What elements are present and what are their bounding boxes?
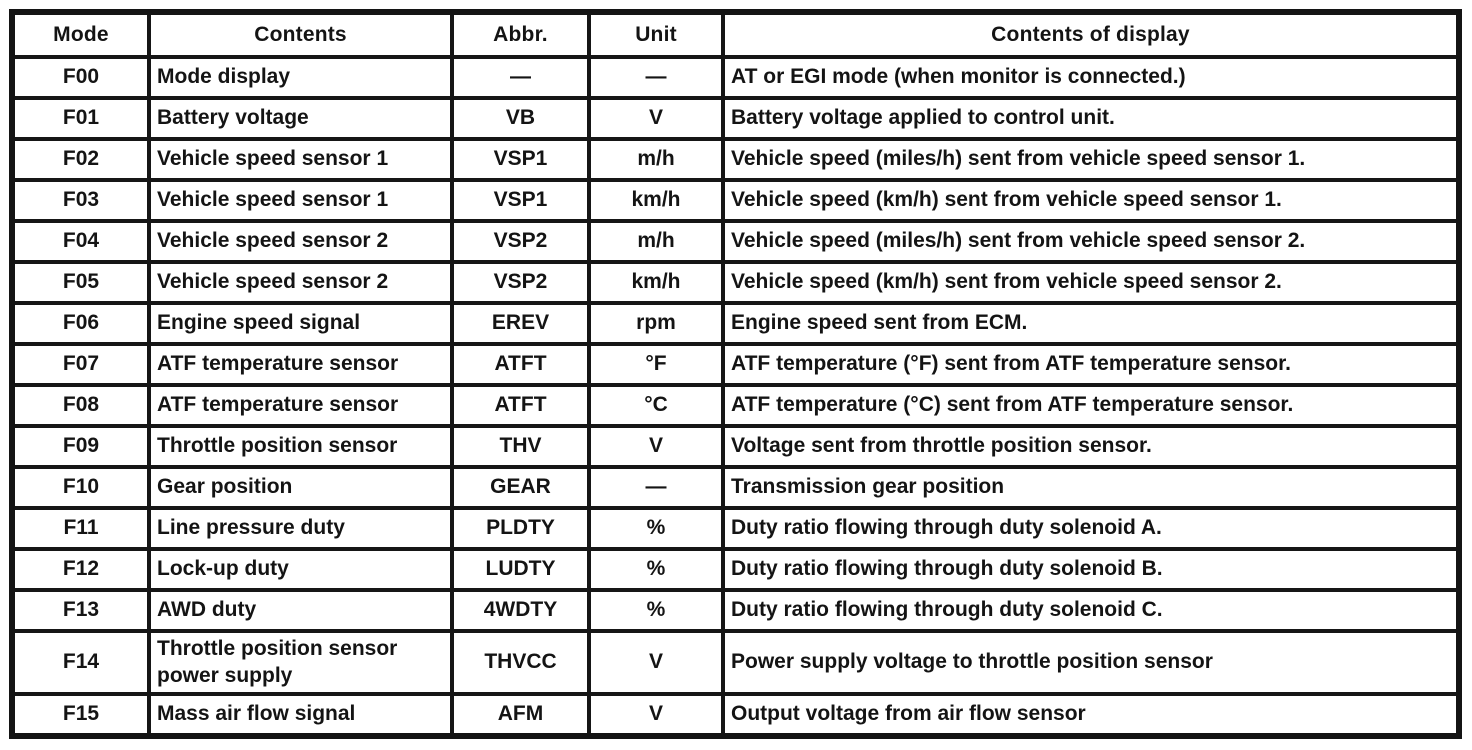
cell-contents: Mode display	[149, 57, 452, 98]
cell-contents-of-display: Vehicle speed (km/h) sent from vehicle speed sensor 2.	[723, 262, 1459, 303]
cell-unit: V	[589, 631, 723, 694]
cell-abbr: AFM	[452, 694, 589, 736]
column-header-contents-of-display: Contents of display	[723, 12, 1459, 57]
table-row	[12, 98, 1459, 139]
cell-contents: Gear position	[149, 467, 452, 508]
cell-abbr: THV	[452, 426, 589, 467]
cell-contents: Engine speed signal	[149, 303, 452, 344]
cell-abbr: VSP2	[452, 262, 589, 303]
cell-contents-of-display: Power supply voltage to throttle position sensor	[723, 631, 1459, 694]
cell-mode: F14	[12, 631, 149, 694]
cell-abbr: —	[452, 57, 589, 98]
cell-contents-of-display: Vehicle speed (km/h) sent from vehicle speed sensor 1.	[723, 180, 1459, 221]
cell-contents: AWD duty	[149, 590, 452, 631]
cell-abbr: VSP1	[452, 180, 589, 221]
table-row	[12, 590, 1459, 631]
cell-contents-of-display: Transmission gear position	[723, 467, 1459, 508]
cell-unit: %	[589, 590, 723, 631]
cell-mode: F04	[12, 221, 149, 262]
table-row	[12, 385, 1459, 426]
cell-mode: F12	[12, 549, 149, 590]
cell-abbr: EREV	[452, 303, 589, 344]
cell-unit: V	[589, 426, 723, 467]
cell-contents: ATF temperature sensor	[149, 344, 452, 385]
table-row	[12, 180, 1459, 221]
table-body	[12, 57, 1459, 736]
column-header-abbr: Abbr.	[452, 12, 589, 57]
cell-mode: F15	[12, 694, 149, 736]
cell-mode: F08	[12, 385, 149, 426]
table-row	[12, 303, 1459, 344]
cell-mode: F10	[12, 467, 149, 508]
cell-contents-of-display: ATF temperature (°C) sent from ATF temperature sensor.	[723, 385, 1459, 426]
cell-contents: Line pressure duty	[149, 508, 452, 549]
cell-contents: Throttle position sensor	[149, 426, 452, 467]
table-row	[12, 694, 1459, 736]
column-header-unit: Unit	[589, 12, 723, 57]
cell-contents: Vehicle speed sensor 2	[149, 262, 452, 303]
cell-abbr: VB	[452, 98, 589, 139]
cell-unit: V	[589, 694, 723, 736]
cell-contents: ATF temperature sensor	[149, 385, 452, 426]
table-row	[12, 508, 1459, 549]
cell-contents-of-display: Duty ratio flowing through duty solenoid A.	[723, 508, 1459, 549]
cell-mode: F05	[12, 262, 149, 303]
cell-contents: Vehicle speed sensor 2	[149, 221, 452, 262]
cell-contents-of-display: Engine speed sent from ECM.	[723, 303, 1459, 344]
cell-unit: —	[589, 57, 723, 98]
cell-mode: F06	[12, 303, 149, 344]
table-row	[12, 344, 1459, 385]
cell-contents: Lock-up duty	[149, 549, 452, 590]
cell-contents-of-display: Vehicle speed (miles/h) sent from vehicle speed sensor 1.	[723, 139, 1459, 180]
cell-contents: Battery voltage	[149, 98, 452, 139]
cell-unit: °C	[589, 385, 723, 426]
table-row	[12, 549, 1459, 590]
cell-mode: F02	[12, 139, 149, 180]
table-row	[12, 139, 1459, 180]
cell-contents-of-display: Output voltage from air flow sensor	[723, 694, 1459, 736]
cell-abbr: THVCC	[452, 631, 589, 694]
cell-unit: —	[589, 467, 723, 508]
table-row	[12, 426, 1459, 467]
table-header	[12, 12, 1459, 57]
cell-unit: km/h	[589, 262, 723, 303]
table-row	[12, 631, 1459, 694]
cell-contents-of-display: Voltage sent from throttle position sensor.	[723, 426, 1459, 467]
cell-unit: rpm	[589, 303, 723, 344]
table-row	[12, 57, 1459, 98]
cell-mode: F09	[12, 426, 149, 467]
cell-abbr: PLDTY	[452, 508, 589, 549]
cell-unit: m/h	[589, 221, 723, 262]
cell-mode: F13	[12, 590, 149, 631]
table-row	[12, 262, 1459, 303]
cell-mode: F00	[12, 57, 149, 98]
diagnostic-mode-table	[9, 9, 1462, 739]
cell-abbr: VSP2	[452, 221, 589, 262]
cell-contents: Throttle position sensor power supply	[149, 631, 452, 694]
cell-mode: F03	[12, 180, 149, 221]
table-row	[12, 221, 1459, 262]
cell-contents-of-display: Duty ratio flowing through duty solenoid B.	[723, 549, 1459, 590]
cell-abbr: 4WDTY	[452, 590, 589, 631]
cell-abbr: LUDTY	[452, 549, 589, 590]
cell-abbr: VSP1	[452, 139, 589, 180]
column-header-contents: Contents	[149, 12, 452, 57]
cell-contents-of-display: ATF temperature (°F) sent from ATF temperature sensor.	[723, 344, 1459, 385]
cell-abbr: ATFT	[452, 385, 589, 426]
cell-unit: %	[589, 508, 723, 549]
cell-unit: m/h	[589, 139, 723, 180]
cell-unit: km/h	[589, 180, 723, 221]
cell-contents: Vehicle speed sensor 1	[149, 180, 452, 221]
cell-mode: F01	[12, 98, 149, 139]
column-header-mode: Mode	[12, 12, 149, 57]
cell-abbr: ATFT	[452, 344, 589, 385]
table-row	[12, 467, 1459, 508]
cell-unit: °F	[589, 344, 723, 385]
cell-unit: %	[589, 549, 723, 590]
cell-contents-of-display: Battery voltage applied to control unit.	[723, 98, 1459, 139]
cell-contents-of-display: Duty ratio flowing through duty solenoid C.	[723, 590, 1459, 631]
table-header-row	[12, 12, 1459, 57]
cell-mode: F07	[12, 344, 149, 385]
cell-unit: V	[589, 98, 723, 139]
cell-contents-of-display: Vehicle speed (miles/h) sent from vehicle speed sensor 2.	[723, 221, 1459, 262]
cell-contents-of-display: AT or EGI mode (when monitor is connected.)	[723, 57, 1459, 98]
cell-contents: Vehicle speed sensor 1	[149, 139, 452, 180]
cell-contents: Mass air flow signal	[149, 694, 452, 736]
cell-abbr: GEAR	[452, 467, 589, 508]
cell-mode: F11	[12, 508, 149, 549]
